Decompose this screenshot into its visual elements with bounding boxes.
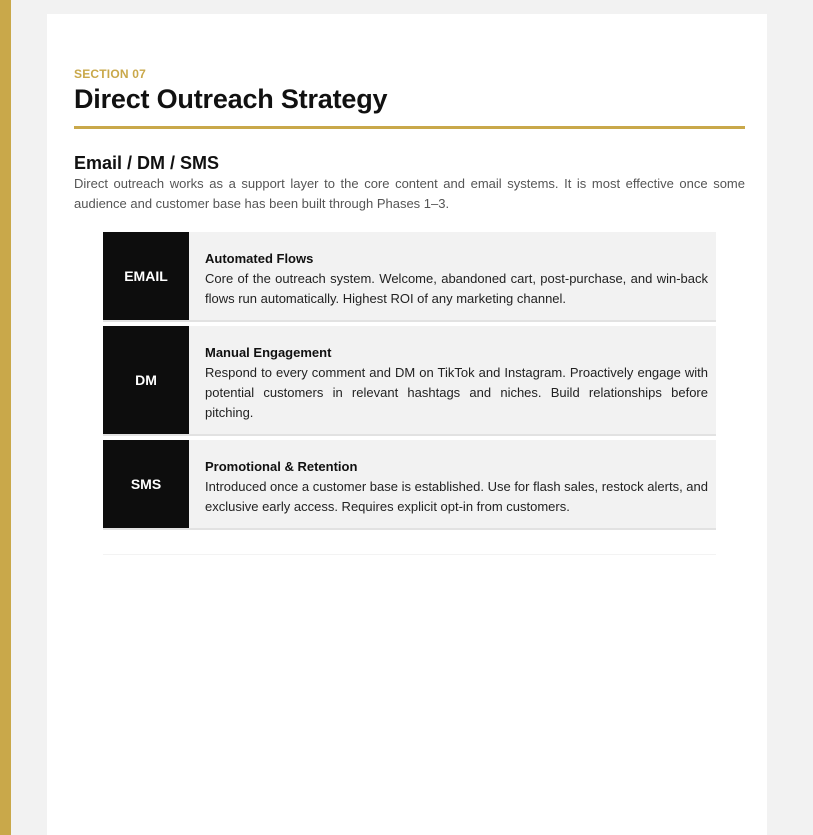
intro-paragraph: Direct outreach works as a support layer to the core content and email systems. It is most effective once some audience and customer base has been built through Phases 1–3.	[74, 176, 745, 211]
channel-body	[189, 326, 716, 434]
section-label: SECTION 07	[74, 67, 147, 81]
channel-description: Respond to every comment and DM on TikTok and Instagram. Proactively engage with potential customers in relevant hashtags and niches. Build relationships before pitching.	[205, 365, 708, 420]
channel-body	[189, 440, 716, 528]
channel-row-email	[103, 232, 716, 322]
channel-row-sms	[103, 440, 716, 530]
channels-subheading: Email / DM / SMS	[74, 153, 220, 173]
channel-row-dm	[103, 326, 716, 436]
channel-heading: Promotional & Retention	[205, 459, 358, 474]
channel-heading: Manual Engagement	[205, 345, 332, 360]
channel-description: Introduced once a customer base is established. Use for flash sales, restock alerts, and exclusive early access. Requires explicit opt-in from customers.	[205, 479, 708, 514]
accent-side-bar	[0, 0, 11, 835]
channel-list-end-rule	[103, 554, 716, 555]
channel-tag: SMS	[103, 440, 189, 528]
channel-heading: Automated Flows	[205, 251, 314, 266]
channel-tag: DM	[103, 326, 189, 434]
document-page	[47, 14, 767, 835]
page-title: Direct Outreach Strategy	[74, 84, 388, 114]
channel-list	[103, 232, 716, 534]
channel-body	[189, 232, 716, 320]
channel-tag: EMAIL	[103, 232, 189, 320]
title-divider	[74, 126, 745, 129]
channel-description: Core of the outreach system. Welcome, abandoned cart, post-purchase, and win-back flows run automatically. Highest ROI of any marketing channel.	[205, 271, 708, 306]
